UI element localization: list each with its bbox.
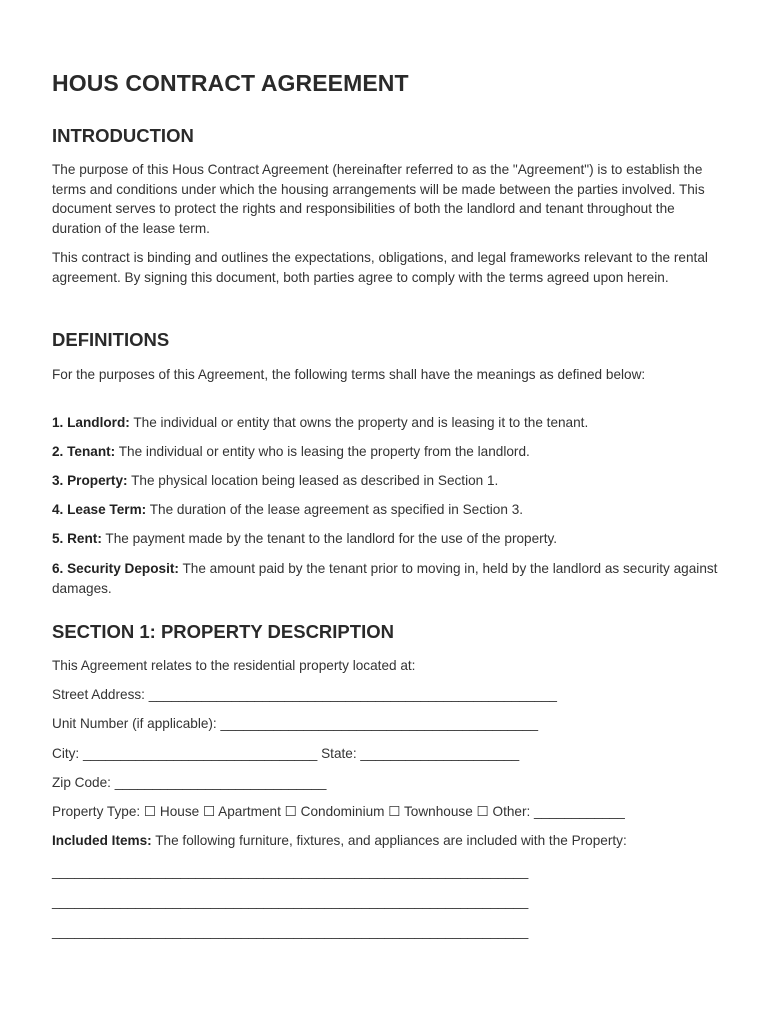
definition-text: The individual or entity who is leasing the property from the landlord. [115, 444, 530, 459]
included-items-text: The following furniture, fixtures, and appliances are included with the Property: [151, 833, 627, 848]
included-items-blank-line[interactable]: _______________________________________________________________ [52, 894, 529, 909]
definitions-heading: DEFINITIONS [52, 329, 170, 350]
definition-item [52, 500, 718, 520]
introduction-paragraph-1: The purpose of this Hous Contract Agreement (hereinafter referred to as the "Agreement") is to establish the terms and conditions under which the housing arrangements will be made between the parties involved. This document serves to protect the rights and responsibilities of both the landlord and tenant throughout the duration of the lease term. [52, 162, 705, 236]
definition-item [52, 413, 718, 433]
definition-text: The amount paid by the tenant prior to moving in, held by the landlord as security against damages. [52, 561, 718, 596]
definition-text: The duration of the lease agreement as specified in Section 3. [146, 502, 524, 517]
zip-code-field[interactable]: Zip Code: ____________________________ [52, 775, 327, 790]
definition-item [52, 559, 718, 598]
document-title: HOUS CONTRACT AGREEMENT [52, 70, 409, 96]
street-address-field[interactable]: Street Address: ______________________________________________________ [52, 687, 557, 702]
definition-term: 3. Property: [52, 473, 128, 488]
definition-item [52, 442, 718, 462]
definition-term: 2. Tenant: [52, 444, 116, 459]
definition-term: 1. Landlord: [52, 415, 130, 430]
introduction-heading: INTRODUCTION [52, 125, 194, 146]
unit-number-field[interactable]: Unit Number (if applicable): __________________________________________ [52, 716, 539, 731]
introduction-paragraph-2: This contract is binding and outlines the expectations, obligations, and legal frameworks relevant to the rental agreement. By signing this document, both parties agree to comply with the terms agreed upon herein. [52, 250, 708, 285]
definition-text: The payment made by the tenant to the landlord for the use of the property. [101, 531, 558, 546]
definition-term: 4. Lease Term: [52, 502, 147, 517]
definition-text: The physical location being leased as described in Section 1. [127, 473, 499, 488]
included-items [52, 831, 718, 851]
city-state-field[interactable]: City: _______________________________ State: _____________________ [52, 746, 520, 761]
definition-term: 5. Rent: [52, 531, 102, 546]
definition-item [52, 471, 718, 491]
section1-intro: This Agreement relates to the residential property located at: [52, 658, 416, 673]
section1-heading: SECTION 1: PROPERTY DESCRIPTION [52, 621, 394, 642]
definition-item [52, 529, 718, 549]
definition-term: 6. Security Deposit: [52, 561, 179, 576]
definitions-intro: For the purposes of this Agreement, the following terms shall have the meanings as defined below: [52, 367, 646, 382]
included-items-blank-line[interactable]: _______________________________________________________________ [52, 864, 529, 879]
definition-text: The individual or entity that owns the property and is leasing it to the tenant. [129, 415, 589, 430]
property-type-checkboxes[interactable]: Property Type: ☐ House ☐ Apartment ☐ Condominium ☐ Townhouse ☐ Other: ____________ [52, 804, 625, 819]
included-items-blank-line[interactable]: _______________________________________________________________ [52, 924, 529, 939]
included-items-label: Included Items: [52, 833, 152, 848]
